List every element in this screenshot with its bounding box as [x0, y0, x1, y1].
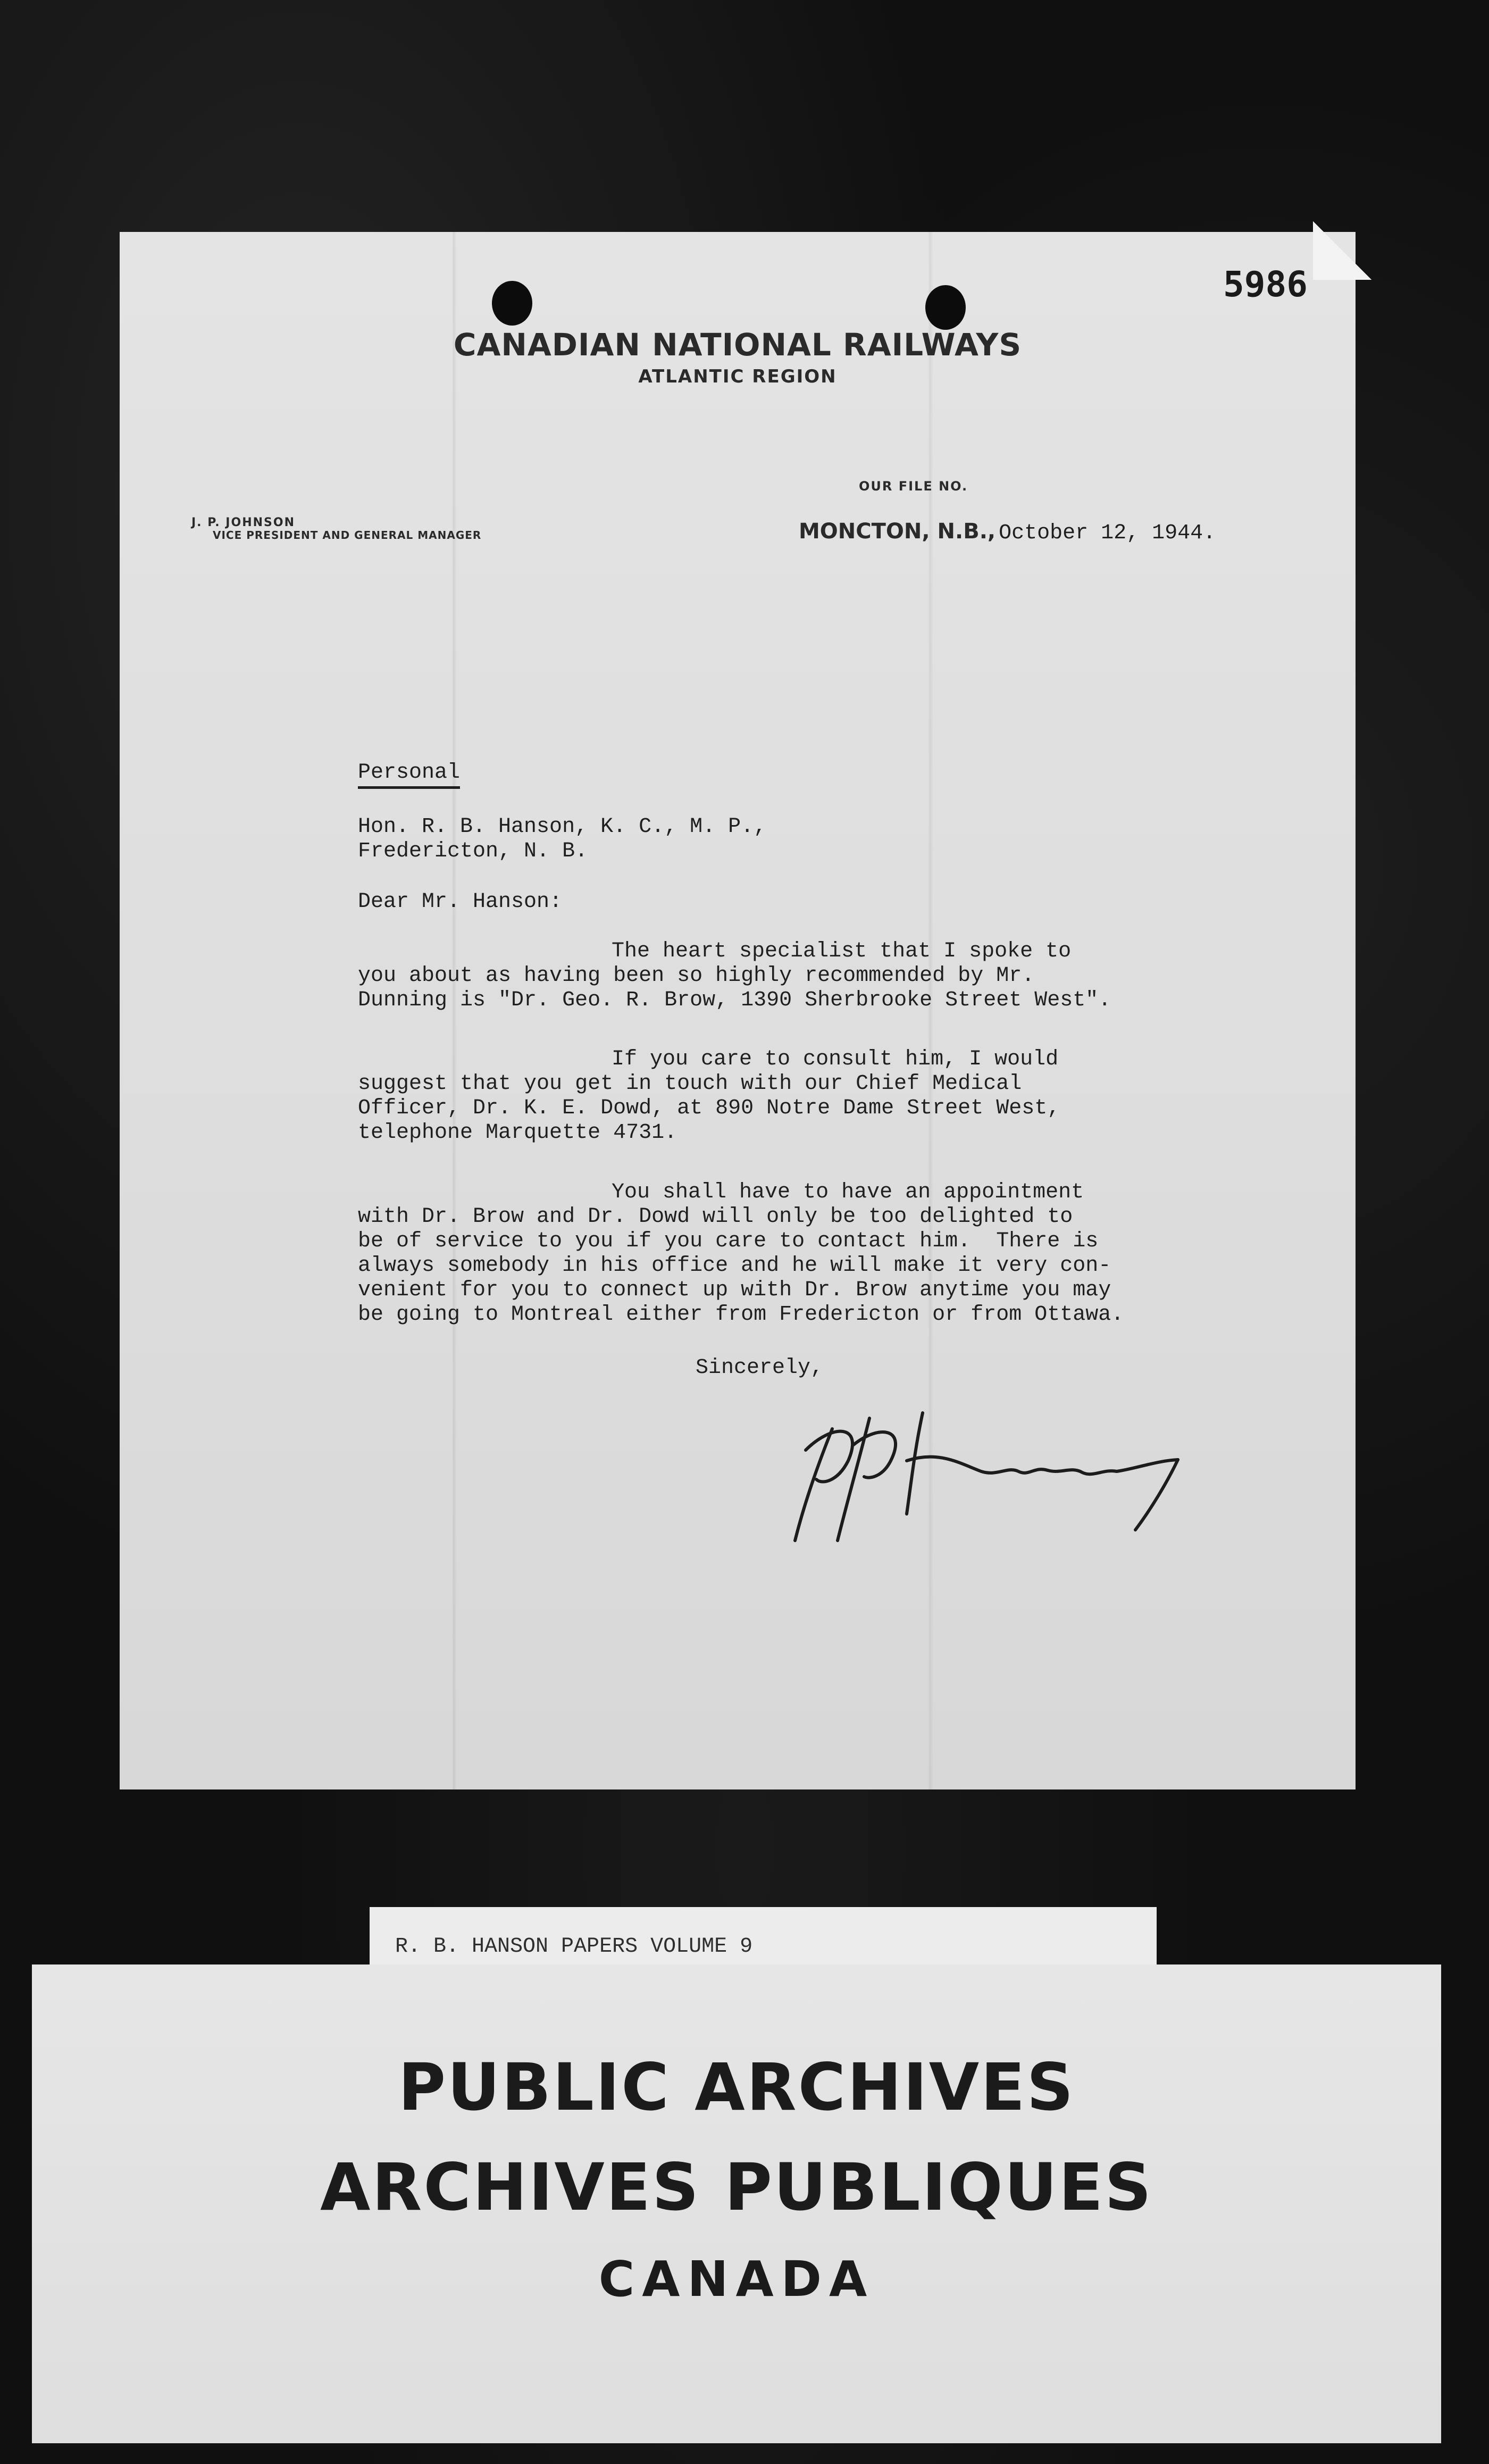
archive-card — [32, 1964, 1441, 2443]
recipient-line-2: Fredericton, N. B. — [358, 839, 588, 863]
volume-label-text: R. B. HANSON PAPERS VOLUME 9 — [395, 1935, 753, 1959]
paragraph-line: The heart specialist that I spoke to — [612, 939, 1072, 963]
salutation: Dear Mr. Hanson: — [358, 890, 563, 914]
letterhead-company: CANADIAN NATIONAL RAILWAYS — [453, 327, 1022, 363]
page-number-stamp: 5986 — [1223, 264, 1308, 305]
paragraph-line: Dunning is "Dr. Geo. R. Brow, 1390 Sherbrooke Street West". — [358, 988, 1111, 1012]
paragraph-line: venient for you to connect up with Dr. Brow anytime you may — [358, 1278, 1111, 1302]
letter-page — [120, 232, 1356, 1789]
paragraph-line: with Dr. Brow and Dr. Dowd will only be too delighted to — [358, 1205, 1073, 1229]
handwritten-signature — [784, 1392, 1263, 1551]
punch-hole-left — [492, 281, 532, 326]
archive-title-french: ARCHIVES PUBLIQUES — [320, 2150, 1153, 2225]
sender-title: VICE PRESIDENT AND GENERAL MANAGER — [213, 529, 482, 542]
sender-name: J. P. JOHNSON — [191, 516, 295, 529]
paragraph-line: Officer, Dr. K. E. Dowd, at 890 Notre Dame Street West, — [358, 1096, 1060, 1120]
archive-country: CANADA — [598, 2251, 875, 2308]
file-number-label: OUR FILE NO. — [859, 479, 968, 494]
dateline — [799, 519, 1216, 545]
paragraph-line: always somebody in his office and he will make it very con- — [358, 1254, 1111, 1278]
punch-hole-right — [925, 285, 966, 330]
letter-date: October 12, 1944. — [999, 521, 1216, 545]
paragraph-line: you about as having been so highly recommended by Mr. — [358, 964, 1035, 988]
closing: Sincerely, — [696, 1356, 824, 1380]
letterhead-region: ATLANTIC REGION — [638, 366, 837, 387]
paragraph-line: telephone Marquette 4731. — [358, 1121, 677, 1145]
paragraph-line: You shall have to have an appointment — [612, 1180, 1084, 1204]
folded-corner — [1313, 221, 1371, 280]
recipient-line-1: Hon. R. B. Hanson, K. C., M. P., — [358, 815, 767, 839]
personal-heading: Personal — [358, 761, 460, 789]
archive-title-english: PUBLIC ARCHIVES — [398, 2050, 1075, 2125]
volume-label — [370, 1907, 1157, 1964]
dateline-place: MONCTON, N.B., — [799, 519, 996, 544]
paragraph-line: be of service to you if you care to contact him. There is — [358, 1229, 1099, 1253]
paragraph-line: If you care to consult him, I would — [612, 1047, 1059, 1071]
paragraph-line: be going to Montreal either from Fredericton or from Ottawa. — [358, 1303, 1124, 1327]
paragraph-line: suggest that you get in touch with our Chief Medical — [358, 1072, 1022, 1096]
